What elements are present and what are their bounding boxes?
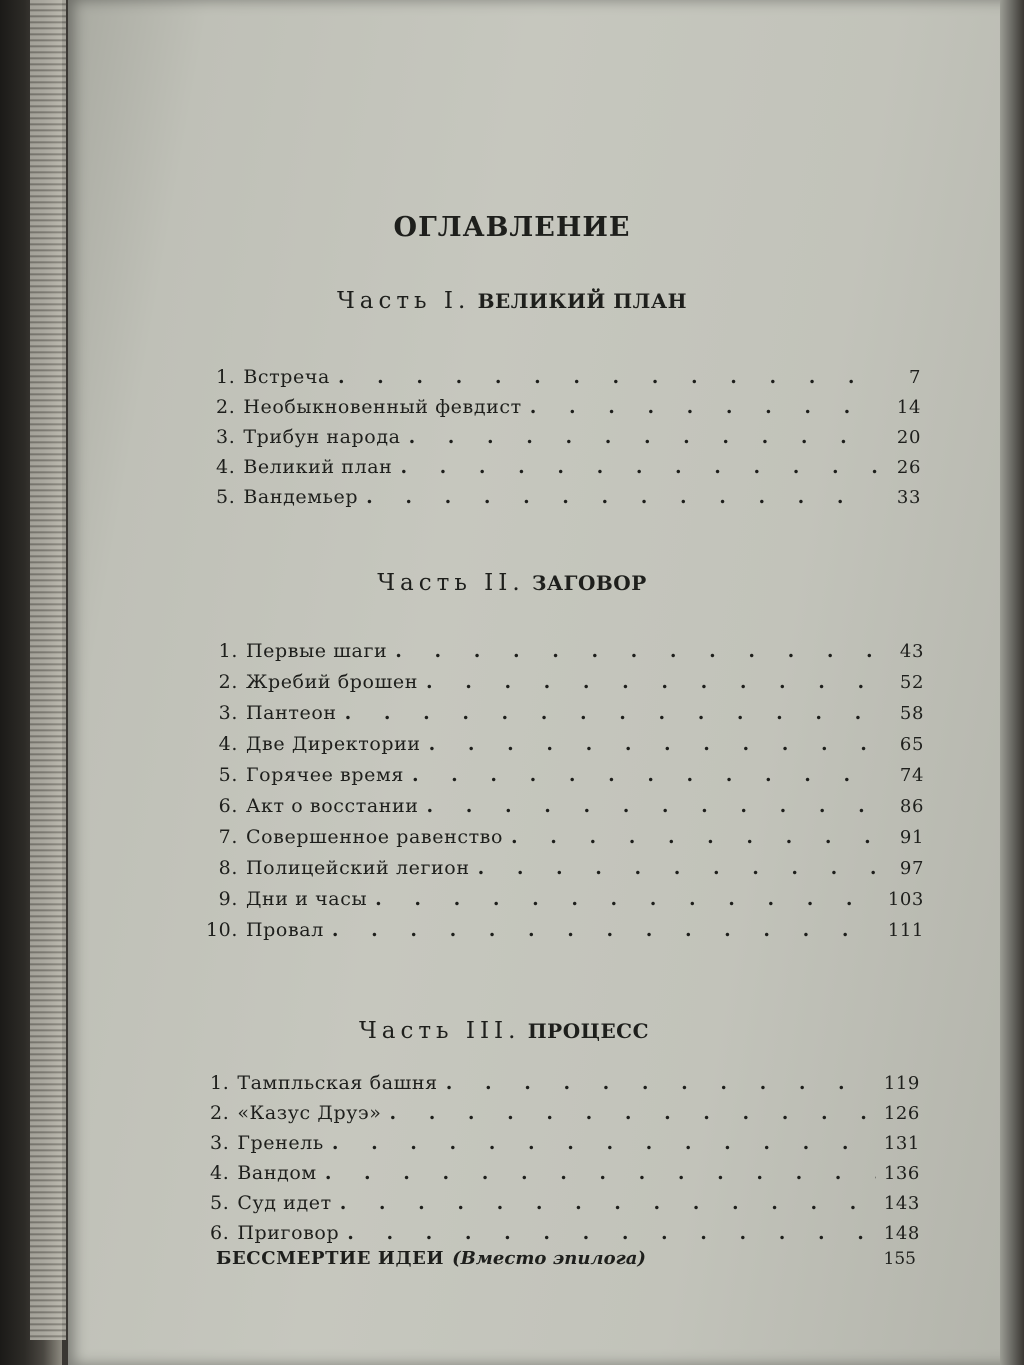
entry-number: 3. <box>216 426 236 448</box>
entry-title: Тампльская башня <box>237 1072 438 1094</box>
entry-page: 7 <box>908 367 921 388</box>
part-2-label: Часть II. <box>377 570 525 596</box>
leader-dots <box>395 640 880 662</box>
entry-number: 5. <box>216 486 236 508</box>
entry-title: «Казус Друэ» <box>237 1102 382 1124</box>
leader-dots <box>400 456 877 478</box>
entry-page: 26 <box>896 457 921 478</box>
entry-number: 3. <box>218 702 238 724</box>
toc-entry <box>212 888 924 916</box>
toc-entry <box>210 1162 920 1190</box>
leader-dots <box>345 702 880 724</box>
leader-dots <box>338 366 877 388</box>
part-2-name: ЗАГОВОР <box>531 571 647 595</box>
leader-dots <box>347 1222 876 1244</box>
entry-title: Суд идет <box>237 1192 332 1214</box>
entry-page: 111 <box>887 920 924 941</box>
leader-dots <box>325 1162 876 1184</box>
entry-title: Полицейский легион <box>246 857 470 879</box>
part-1-heading <box>0 288 1024 314</box>
epilogue-subtitle: (Вместо эпилога) <box>452 1248 646 1269</box>
entry-title: Необыкновенный февдист <box>243 396 522 418</box>
leader-dots <box>366 486 877 508</box>
part-1-label: Часть I. <box>336 288 471 314</box>
toc-entry <box>210 1072 920 1100</box>
entry-page: 33 <box>896 487 921 508</box>
leader-dots <box>478 857 880 879</box>
toc-entry <box>210 1222 920 1250</box>
entry-title: Вандом <box>237 1162 317 1184</box>
epilogue-page: 155 <box>883 1249 916 1269</box>
leader-dots <box>427 795 880 817</box>
entry-page: 74 <box>899 765 924 786</box>
entry-title: Две Директории <box>246 733 421 755</box>
part-3-name: ПРОЦЕСС <box>527 1019 650 1043</box>
leader-dots <box>429 733 880 755</box>
part-3-label: Часть III. <box>358 1018 521 1044</box>
toc-entry <box>216 486 921 514</box>
entry-title: Трибун народа <box>243 426 401 448</box>
entry-page: 119 <box>883 1073 920 1094</box>
entry-page: 143 <box>883 1193 920 1214</box>
toc-entry <box>210 1132 920 1160</box>
entry-page: 136 <box>883 1163 920 1184</box>
toc-entry <box>216 396 921 424</box>
toc-entry <box>216 366 921 394</box>
entry-number: 5. <box>218 764 238 786</box>
entry-number: 6. <box>210 1222 230 1244</box>
toc-entry <box>210 1192 920 1220</box>
leader-dots <box>412 764 880 786</box>
toc-entry <box>212 671 924 699</box>
entry-number: 3. <box>210 1132 230 1154</box>
entry-title: Первые шаги <box>246 640 388 662</box>
leader-dots <box>409 426 877 448</box>
leader-dots <box>340 1192 876 1214</box>
epilogue-title: БЕССМЕРТИЕ ИДЕИ <box>216 1248 445 1269</box>
entry-number: 4. <box>210 1162 230 1184</box>
leader-dots <box>332 919 880 941</box>
entry-page: 131 <box>883 1133 920 1154</box>
toc-entry <box>216 456 921 484</box>
leader-dots <box>332 1132 876 1154</box>
entry-number: 10. <box>205 919 238 941</box>
epilogue-entry <box>216 1248 916 1269</box>
entry-number: 7. <box>218 826 238 848</box>
toc-entry <box>212 733 924 761</box>
toc-entry <box>210 1102 920 1130</box>
entry-number: 2. <box>218 671 238 693</box>
entry-title: Дни и часы <box>246 888 368 910</box>
entry-title: Вандемьер <box>243 486 359 508</box>
toc-entry <box>212 640 924 668</box>
entry-title: Великий план <box>243 456 393 478</box>
entry-number: 6. <box>218 795 238 817</box>
entry-page: 65 <box>899 734 924 755</box>
leader-dots <box>530 396 877 418</box>
entry-number: 1. <box>218 640 238 662</box>
entry-number: 4. <box>216 456 236 478</box>
entry-number: 8. <box>218 857 238 879</box>
entry-page: 86 <box>899 796 924 817</box>
entry-page: 58 <box>899 703 924 724</box>
entry-page: 126 <box>883 1103 920 1124</box>
leader-dots <box>446 1072 876 1094</box>
entry-title: Гренель <box>237 1132 324 1154</box>
part-3-heading <box>0 1018 1016 1044</box>
entry-title: Провал <box>246 919 324 941</box>
entry-page: 52 <box>899 672 924 693</box>
entry-page: 43 <box>899 641 924 662</box>
toc-entry <box>198 919 924 947</box>
entry-number: 2. <box>210 1102 230 1124</box>
toc-entry <box>212 826 924 854</box>
entry-title: Приговор <box>237 1222 340 1244</box>
entry-number: 9. <box>218 888 238 910</box>
toc-entry <box>212 857 924 885</box>
entry-number: 5. <box>210 1192 230 1214</box>
entry-page: 14 <box>896 397 921 418</box>
part-2-heading <box>0 570 1024 596</box>
entry-number: 1. <box>210 1072 230 1094</box>
entry-page: 103 <box>887 889 924 910</box>
entry-title: Встреча <box>243 366 330 388</box>
toc-entry <box>212 702 924 730</box>
toc-entry <box>212 764 924 792</box>
leader-dots <box>375 888 880 910</box>
entry-page: 20 <box>896 427 921 448</box>
entry-title: Жребий брошен <box>246 671 418 693</box>
entry-page: 97 <box>899 858 924 879</box>
entry-title: Горячее время <box>246 764 404 786</box>
entry-title: Совершенное равенство <box>246 826 504 848</box>
entry-title: Акт о восстании <box>246 795 419 817</box>
entry-page: 148 <box>883 1223 920 1244</box>
toc-entry <box>216 426 921 454</box>
toc-heading: ОГЛАВЛЕНИЕ <box>393 212 631 243</box>
entry-title: Пантеон <box>246 702 337 724</box>
leader-dots <box>511 826 880 848</box>
entry-number: 2. <box>216 396 236 418</box>
entry-number: 1. <box>216 366 236 388</box>
leader-dots <box>426 671 880 693</box>
entry-number: 4. <box>218 733 238 755</box>
entry-page: 91 <box>899 827 924 848</box>
toc-entry <box>212 795 924 823</box>
part-1-name: ВЕЛИКИЙ ПЛАН <box>477 289 688 313</box>
leader-dots <box>389 1102 875 1124</box>
